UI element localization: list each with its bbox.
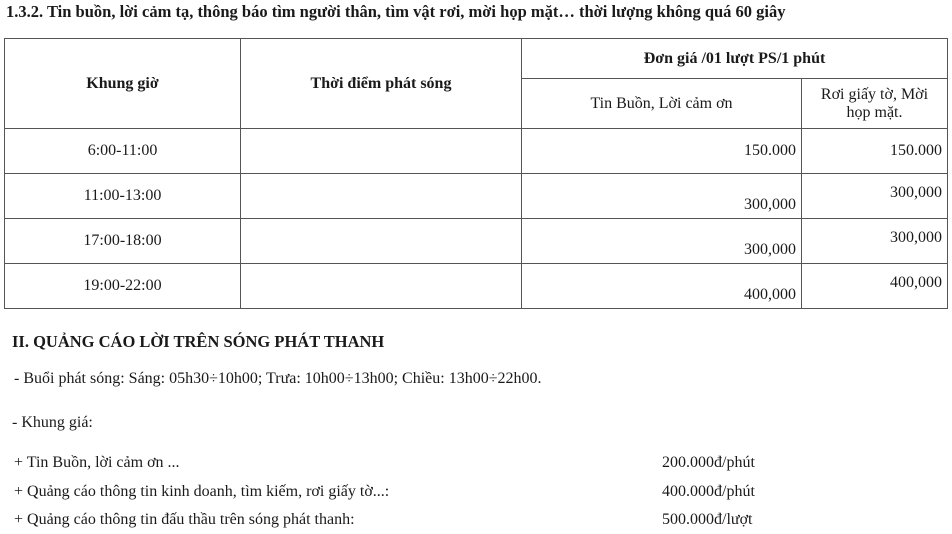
cell-lost-items-price: 400,000 — [802, 264, 948, 309]
cell-broadcast — [241, 129, 522, 174]
header-unit-price: Đơn giá /01 lượt PS/1 phút — [522, 39, 948, 79]
cell-frame: 17:00-18:00 — [5, 219, 241, 264]
header-lost-items — [802, 79, 948, 129]
cell-condolence-price: 300,000 — [522, 174, 802, 219]
cell-frame: 6:00-11:00 — [5, 129, 241, 174]
table-header-row — [5, 39, 948, 79]
table-row — [5, 219, 948, 264]
cell-lost-items-price: 150.000 — [802, 129, 948, 174]
header-broadcast-time: Thời điểm phát sóng — [241, 39, 522, 129]
cell-condolence-price: 400,000 — [522, 264, 802, 309]
section-heading-ii: II. QUẢNG CÁO LỜI TRÊN SÓNG PHÁT THANH — [12, 332, 385, 351]
cell-lost-items-price: 300,000 — [802, 219, 948, 264]
cell-broadcast — [241, 219, 522, 264]
table-row — [5, 174, 948, 219]
cell-condolence-price: 150.000 — [522, 129, 802, 174]
price-item-value: 400.000đ/phút — [662, 483, 755, 500]
table-row — [5, 129, 948, 174]
broadcast-schedule: - Buổi phát sóng: Sáng: 05h30÷10h00; Trưa: 10h00÷13h00; Chiều: 13h00÷22h00. — [14, 370, 542, 387]
header-time-frame: Khung giờ — [5, 39, 241, 129]
cell-frame: 11:00-13:00 — [5, 174, 241, 219]
price-item-label: + Tin Buồn, lời cảm ơn ... — [14, 454, 180, 471]
header-lost-items-line2: họp mặt. — [846, 103, 903, 121]
section-heading-1-3-2: 1.3.2. Tin buồn, lời cảm tạ, thông báo tìm người thân, tìm vật rơi, mời họp mặt… thời lượng không quá 60 giây — [6, 2, 786, 21]
price-item-value: 200.000đ/phút — [662, 454, 755, 471]
cell-broadcast — [241, 264, 522, 309]
cell-lost-items-price: 300,000 — [802, 174, 948, 219]
header-lost-items-line1: Rơi giấy tờ, Mời — [820, 85, 929, 103]
price-item-label: + Quảng cáo thông tin kinh doanh, tìm kiếm, rơi giấy tờ...: — [14, 483, 390, 500]
table-row — [5, 264, 948, 309]
cell-condolence-price: 300,000 — [522, 219, 802, 264]
cell-frame: 19:00-22:00 — [5, 264, 241, 309]
price-item-value: 500.000đ/lượt — [662, 511, 753, 528]
price-frame-label: - Khung giá: — [12, 414, 93, 431]
price-table — [4, 38, 948, 309]
header-condolence: Tin Buồn, Lời cảm ơn — [522, 79, 802, 129]
cell-broadcast — [241, 174, 522, 219]
price-item-label: + Quảng cáo thông tin đấu thầu trên sóng phát thanh: — [14, 511, 355, 528]
